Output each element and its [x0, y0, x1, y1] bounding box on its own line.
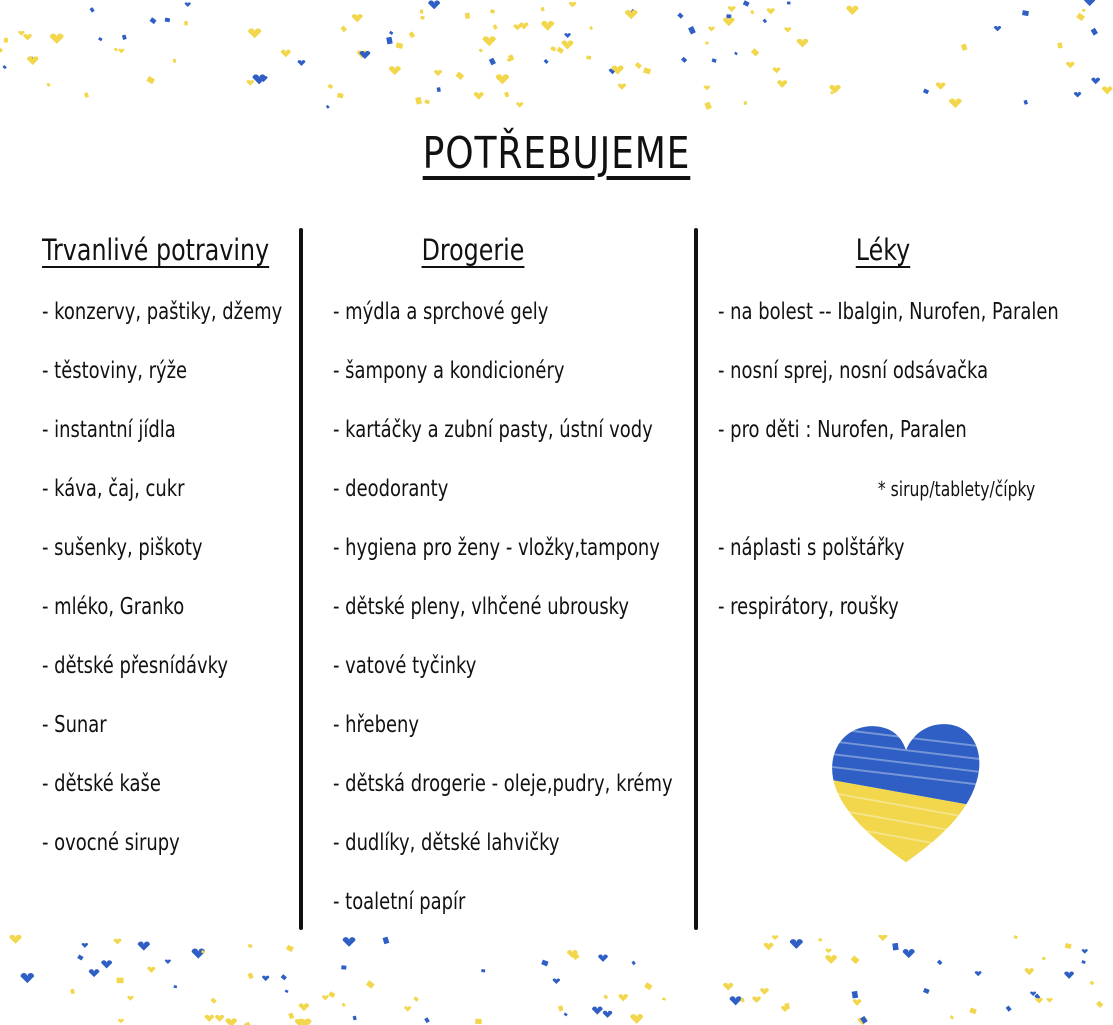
- confetti-heart: [903, 949, 915, 958]
- list-item: - toaletní papír: [333, 889, 466, 915]
- confetti-heart: [630, 1014, 643, 1024]
- confetti-heart: [424, 1017, 430, 1023]
- confetti-heart: [852, 991, 858, 999]
- confetti-heart: [70, 989, 75, 995]
- confetti-heart: [0, 47, 3, 52]
- list-item: - mýdla a sprchové gely: [333, 299, 549, 325]
- confetti-heart: [150, 17, 157, 24]
- confetti-heart: [215, 1015, 224, 1022]
- confetti-heart: [704, 102, 712, 110]
- confetti-heart: [1042, 957, 1046, 961]
- confetti-heart: [767, 8, 775, 14]
- confetti-heart: [1065, 943, 1072, 949]
- confetti-heart: [773, 67, 781, 73]
- list-item: - vatové tyčinky: [333, 653, 477, 679]
- confetti-heart: [343, 937, 356, 947]
- confetti-heart: [415, 97, 422, 105]
- confetti-heart: [750, 10, 754, 14]
- list-item: - káva, čaj, cukr: [42, 476, 185, 502]
- confetti-heart: [950, 1015, 955, 1020]
- confetti-heart: [281, 974, 287, 980]
- confetti-heart: [84, 92, 89, 98]
- confetti-heart: [1064, 971, 1074, 978]
- confetti-heart: [994, 26, 1001, 31]
- confetti-heart: [643, 67, 651, 74]
- confetti-heart: [437, 87, 441, 92]
- confetti-heart: [404, 1006, 411, 1011]
- confetti-heart: [550, 46, 556, 51]
- confetti-heart: [383, 937, 390, 945]
- confetti-heart: [353, 1016, 357, 1021]
- confetti-heart: [1006, 1005, 1012, 1011]
- confetti-heart: [541, 960, 548, 967]
- confetti-heart: [246, 80, 254, 86]
- confetti-heart: [728, 6, 736, 12]
- confetti-heart: [752, 996, 761, 1003]
- confetti-heart: [1022, 10, 1029, 16]
- confetti-heart: [569, 2, 576, 8]
- confetti-heart: [635, 62, 642, 69]
- confetti-heart: [1074, 92, 1081, 98]
- confetti-heart: [846, 6, 858, 15]
- confetti-heart: [644, 982, 652, 990]
- confetti-heart: [483, 36, 496, 46]
- confetti-heart: [322, 995, 329, 1000]
- confetti-heart: [50, 33, 64, 43]
- list-item: - dětské kaše: [42, 771, 161, 797]
- confetti-heart: [127, 996, 133, 1001]
- list-item: - pro děti : Nurofen, Paralen: [718, 417, 967, 443]
- confetti-heart: [117, 978, 124, 984]
- confetti-heart: [455, 71, 464, 80]
- list-item: - šampony a kondicionéry: [333, 358, 565, 384]
- list-item: - dětská drogerie - oleje,pudry, krémy: [333, 771, 673, 797]
- confetti-heart: [340, 25, 347, 32]
- confetti-heart: [760, 988, 769, 995]
- confetti-heart: [396, 42, 403, 49]
- confetti-heart: [677, 13, 683, 19]
- confetti-heart: [1102, 86, 1113, 94]
- confetti-heart: [797, 39, 809, 48]
- confetti-heart: [479, 48, 483, 52]
- confetti-heart: [118, 1019, 124, 1024]
- confetti-heart: [490, 9, 495, 14]
- confetti-heart: [9, 935, 21, 944]
- confetti-heart: [2, 65, 6, 69]
- column-heading: Drogerie: [421, 233, 525, 267]
- confetti-heart: [23, 34, 32, 41]
- confetti-heart: [1096, 1001, 1103, 1008]
- confetti-heart: [1013, 935, 1017, 939]
- confetti-heart: [618, 83, 626, 89]
- column-divider: [694, 228, 698, 930]
- confetti-heart: [544, 59, 549, 64]
- confetti-heart: [122, 34, 127, 40]
- item-list: [333, 296, 689, 945]
- confetti-heart: [225, 1018, 237, 1025]
- confetti-heart: [114, 939, 122, 945]
- confetti-heart: [434, 70, 442, 76]
- confetti-heart: [631, 961, 635, 966]
- confetti-heart: [77, 955, 83, 961]
- confetti-heart: [564, 33, 570, 38]
- confetti-heart: [784, 27, 791, 32]
- confetti-heart: [553, 978, 560, 984]
- confetti-heart: [603, 995, 608, 1000]
- confetti-heart: [46, 83, 50, 87]
- confetti-heart: [730, 996, 742, 1005]
- confetti-heart: [712, 58, 717, 63]
- confetti-heart: [541, 21, 554, 31]
- confetti-heart: [328, 991, 335, 998]
- confetti-heart: [1046, 998, 1052, 1003]
- column-heading: Léky: [855, 233, 911, 267]
- confetti-heart: [286, 945, 294, 952]
- confetti-top: [0, 0, 1113, 110]
- list-item: - hygiena pro ženy - vložky,tampony: [333, 535, 660, 561]
- confetti-heart: [173, 985, 177, 988]
- confetti-heart: [763, 19, 768, 24]
- confetti-heart: [558, 1005, 563, 1011]
- confetti-heart: [592, 1007, 603, 1015]
- confetti-heart: [818, 938, 822, 941]
- confetti-heart: [386, 37, 393, 45]
- confetti-heart: [428, 0, 440, 9]
- confetti-heart: [82, 943, 88, 948]
- confetti-heart: [541, 7, 545, 12]
- confetti-heart: [262, 976, 269, 982]
- confetti-heart: [288, 1012, 294, 1019]
- confetti-heart: [975, 971, 982, 976]
- confetti-heart: [352, 14, 363, 22]
- confetti-heart: [969, 1007, 976, 1014]
- confetti-heart: [892, 943, 898, 951]
- confetti-heart: [173, 59, 176, 63]
- confetti-heart: [420, 9, 423, 13]
- confetti-heart: [165, 18, 171, 23]
- confetti-heart: [1082, 949, 1088, 954]
- confetti-heart: [708, 26, 715, 31]
- confetti-heart: [741, 998, 745, 1003]
- confetti-heart: [496, 74, 509, 84]
- list-item: - náplasti s polštářky: [718, 535, 905, 561]
- confetti-heart: [734, 52, 738, 56]
- confetti-heart: [138, 942, 150, 951]
- confetti-heart: [326, 105, 330, 109]
- confetti-heart: [751, 48, 759, 56]
- confetti-heart: [389, 66, 401, 75]
- confetti-heart: [851, 955, 860, 964]
- confetti-heart: [253, 74, 266, 84]
- confetti-heart: [204, 1015, 214, 1022]
- confetti-heart: [165, 959, 171, 964]
- confetti-heart: [830, 91, 834, 94]
- confetti-heart: [589, 26, 593, 30]
- confetti-heart: [743, 0, 750, 6]
- confetti-heart: [101, 960, 112, 968]
- column-trvanlive-potraviny: [42, 230, 298, 886]
- list-item: - dudlíky, dětské lahvičky: [333, 830, 560, 856]
- confetti-heart: [1084, 0, 1095, 6]
- confetti-heart: [1091, 78, 1100, 85]
- confetti-heart: [248, 28, 261, 38]
- column-drogerie: [333, 230, 689, 945]
- confetti-heart: [790, 939, 803, 949]
- confetti-heart: [328, 84, 334, 89]
- confetti-heart: [504, 92, 509, 98]
- confetti-heart: [1057, 42, 1062, 48]
- confetti-heart: [704, 85, 711, 90]
- confetti-heart: [1025, 968, 1034, 975]
- confetti-heart: [825, 949, 831, 954]
- confetti-heart: [337, 93, 344, 99]
- confetti-bottom: [0, 935, 1113, 1025]
- confetti-heart: [192, 948, 205, 958]
- confetti-heart: [420, 16, 425, 20]
- confetti-heart: [210, 997, 216, 1003]
- list-item: - dětské pleny, vlhčené ubrousky: [333, 594, 630, 620]
- confetti-heart: [409, 31, 415, 38]
- confetti-heart: [185, 2, 191, 7]
- list-item: - těstoviny, rýže: [42, 358, 188, 384]
- ukraine-flag-heart-icon: [826, 715, 986, 875]
- confetti-heart: [1091, 28, 1098, 36]
- confetti-heart: [937, 960, 943, 966]
- confetti-heart: [89, 969, 100, 977]
- list-item: - Sunar: [42, 712, 107, 738]
- list-item: - respirátory, roušky: [718, 594, 899, 620]
- confetti-heart: [285, 990, 289, 994]
- confetti-heart: [1076, 13, 1085, 21]
- confetti-heart: [1090, 981, 1095, 986]
- confetti-heart: [603, 1011, 613, 1018]
- confetti-heart: [513, 24, 521, 30]
- confetti-heart: [424, 99, 430, 104]
- list-item: - konzervy, paštiky, džemy: [42, 299, 283, 325]
- confetti-heart: [936, 82, 946, 89]
- confetti-heart: [688, 26, 696, 34]
- confetti-heart: [248, 944, 253, 948]
- confetti-heart: [366, 980, 375, 989]
- confetti-heart: [248, 972, 254, 979]
- confetti-heart: [1081, 960, 1085, 964]
- list-item: - hřebeny: [333, 712, 419, 738]
- list-item: - kartáčky a zubní pasty, ústní vody: [333, 417, 653, 443]
- confetti-heart: [662, 997, 666, 1000]
- confetti-heart: [493, 24, 498, 29]
- confetti-heart: [147, 967, 155, 973]
- confetti-heart: [777, 80, 787, 88]
- confetti-heart: [489, 58, 496, 66]
- column-heading: Trvanlivé potraviny: [42, 233, 270, 267]
- confetti-heart: [787, 1, 791, 4]
- confetti-heart: [1066, 62, 1075, 69]
- column-leky: [718, 230, 1108, 650]
- confetti-heart: [475, 1019, 482, 1024]
- confetti-heart: [146, 76, 155, 84]
- confetti-heart: [764, 943, 774, 950]
- column-divider: [299, 228, 303, 930]
- confetti-heart: [118, 49, 124, 54]
- confetti-heart: [341, 965, 346, 969]
- list-item: - deodoranty: [333, 476, 449, 502]
- confetti-heart: [21, 973, 35, 983]
- list-item: - nosní sprej, nosní odsávačka: [718, 358, 989, 384]
- confetti-heart: [1082, 9, 1086, 12]
- confetti-heart: [949, 98, 962, 108]
- confetti-heart: [389, 31, 393, 35]
- confetti-heart: [114, 48, 118, 52]
- confetti-heart: [878, 935, 887, 941]
- confetti-heart: [184, 21, 188, 25]
- list-item: - na bolest -- Ibalgin, Nurofen, Paralen: [718, 299, 1059, 325]
- list-item: - mléko, Granko: [42, 594, 185, 620]
- confetti-heart: [4, 38, 8, 43]
- confetti-heart: [681, 57, 687, 63]
- confetti-heart: [556, 47, 564, 54]
- confetti-heart: [1035, 998, 1043, 1004]
- confetti-heart: [1024, 100, 1028, 105]
- confetti-heart: [516, 102, 523, 107]
- confetti-heart: [298, 60, 306, 66]
- item-list: [42, 296, 298, 886]
- confetti-heart: [923, 988, 930, 994]
- confetti-heart: [618, 994, 628, 1001]
- confetti-heart: [923, 89, 929, 95]
- confetti-heart: [413, 996, 419, 1001]
- list-item: - ovocné sirupy: [42, 830, 180, 856]
- confetti-heart: [299, 1003, 309, 1011]
- list-item: - dětské přesnídávky: [42, 653, 228, 679]
- confetti-heart: [723, 983, 733, 991]
- confetti-heart: [281, 50, 291, 58]
- confetti-heart: [341, 1003, 345, 1008]
- confetti-heart: [481, 969, 485, 972]
- confetti-heart: [853, 999, 862, 1006]
- list-item: - sušenky, piškoty: [42, 535, 203, 561]
- confetti-heart: [474, 92, 484, 100]
- confetti-heart: [561, 40, 573, 49]
- confetti-heart: [825, 955, 837, 964]
- confetti-heart: [772, 935, 778, 940]
- item-list: [718, 296, 1108, 650]
- confetti-heart: [743, 101, 747, 105]
- page-title: POTŘEBUJEME: [422, 128, 691, 179]
- confetti-heart: [598, 955, 608, 962]
- confetti-heart: [586, 55, 591, 59]
- confetti-heart: [723, 17, 735, 26]
- confetti-heart: [961, 43, 968, 50]
- confetti-heart: [98, 37, 103, 41]
- list-item: - instantní jídla: [42, 417, 176, 443]
- confetti-heart: [705, 42, 708, 45]
- confetti-heart: [465, 13, 470, 19]
- confetti-heart: [564, 1012, 568, 1016]
- confetti-heart: [90, 7, 95, 12]
- list-item-note: * sirup/tablety/čípky: [877, 477, 1036, 501]
